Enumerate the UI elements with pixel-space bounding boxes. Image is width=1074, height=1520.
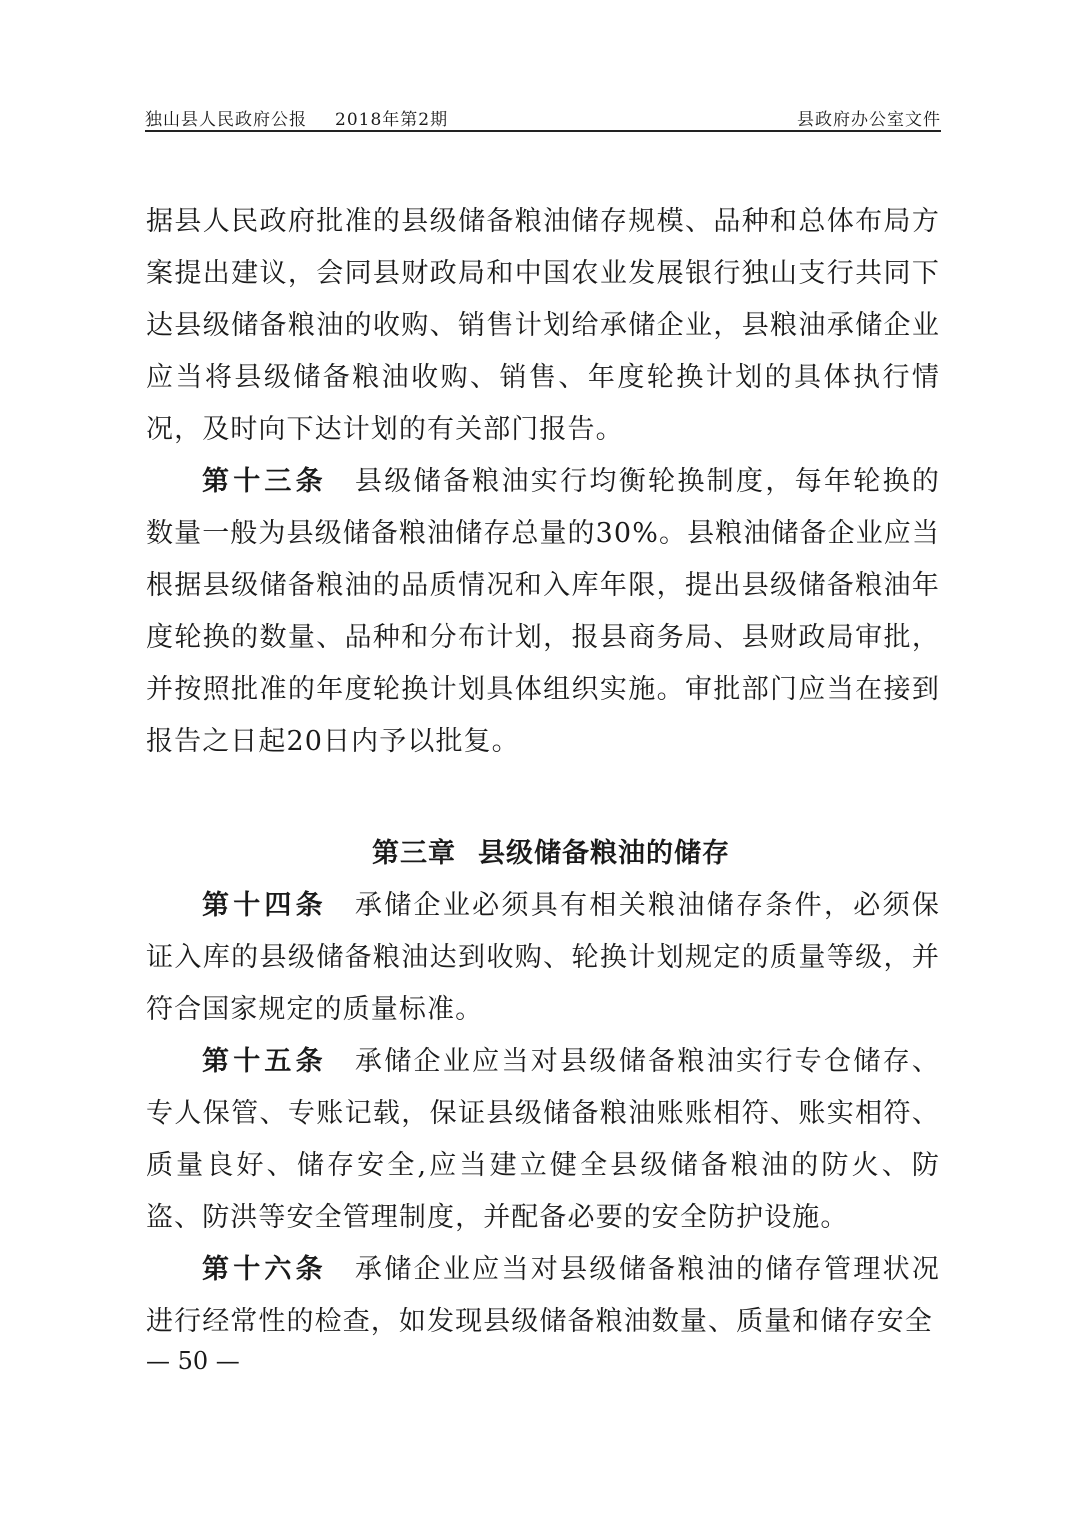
chapter-heading xyxy=(146,828,940,880)
article-14 xyxy=(146,880,940,1036)
page-header xyxy=(145,102,941,132)
article-15 xyxy=(146,1036,940,1244)
article-16 xyxy=(146,1244,940,1348)
article-number: 第十四条 xyxy=(202,890,327,921)
paragraph-continued: 据县人民政府批准的县级储备粮油储存规模、品种和总体布局方案提出建议，会同县财政局和中国农业发展银行独山支行共同下达县级储备粮油的收购、销售计划给承储企业，县粮油承储企业应当将县级储备粮油收购、销售、年度轮换计划的具体执行情况，及时向下达计划的有关部门报告。 xyxy=(146,206,940,445)
page-number: — 50 — xyxy=(146,1347,240,1375)
article-text: 承储企业必须具有相关粮油储存条件，必须保证入库的县级储备粮油达到收购、轮换计划规定的质量等级，并符合国家规定的质量标准。 xyxy=(146,890,941,1025)
chapter-number: 第三章 xyxy=(372,838,456,869)
gazette-title: 独山县人民政府公报 xyxy=(145,110,307,130)
issue-number: 2018年第2期 xyxy=(335,110,449,130)
header-left xyxy=(145,105,448,130)
chapter-name: 县级储备粮油的储存 xyxy=(478,838,730,869)
article-number: 第十六条 xyxy=(202,1254,327,1285)
article-text: 县级储备粮油实行均衡轮换制度，每年轮换的数量一般为县级储备粮油储存总量的30%。县粮油储备企业应当根据县级储备粮油的品质情况和入库年限，提出县级储备粮油年度轮换的数量、品种和分布计划，报县商务局、县财政局审批，并按照批准的年度轮换计划具体组织实施。审批部门应当在接到报告之日起20日内予以批复。 xyxy=(146,466,941,757)
section-gap xyxy=(146,768,940,828)
article-text: 承储企业应当对县级储备粮油的储存管理状况进行经常性的检查，如发现县级储备粮油数量、质量和储存安全 xyxy=(146,1254,941,1337)
article-number: 第十五条 xyxy=(202,1046,327,1077)
article-text: 承储企业应当对县级储备粮油实行专仓储存、专人保管、专账记载，保证县级储备粮油账账相符、账实相符、质量良好、储存安全,应当建立健全县级储备粮油的防火、防盗、防洪等安全管理制度，并配备必要的安全防护设施。 xyxy=(146,1046,941,1233)
article-13 xyxy=(146,456,940,768)
document-body xyxy=(146,196,940,1348)
section-title: 县政府办公室文件 xyxy=(797,110,941,130)
article-number: 第十三条 xyxy=(202,466,327,497)
